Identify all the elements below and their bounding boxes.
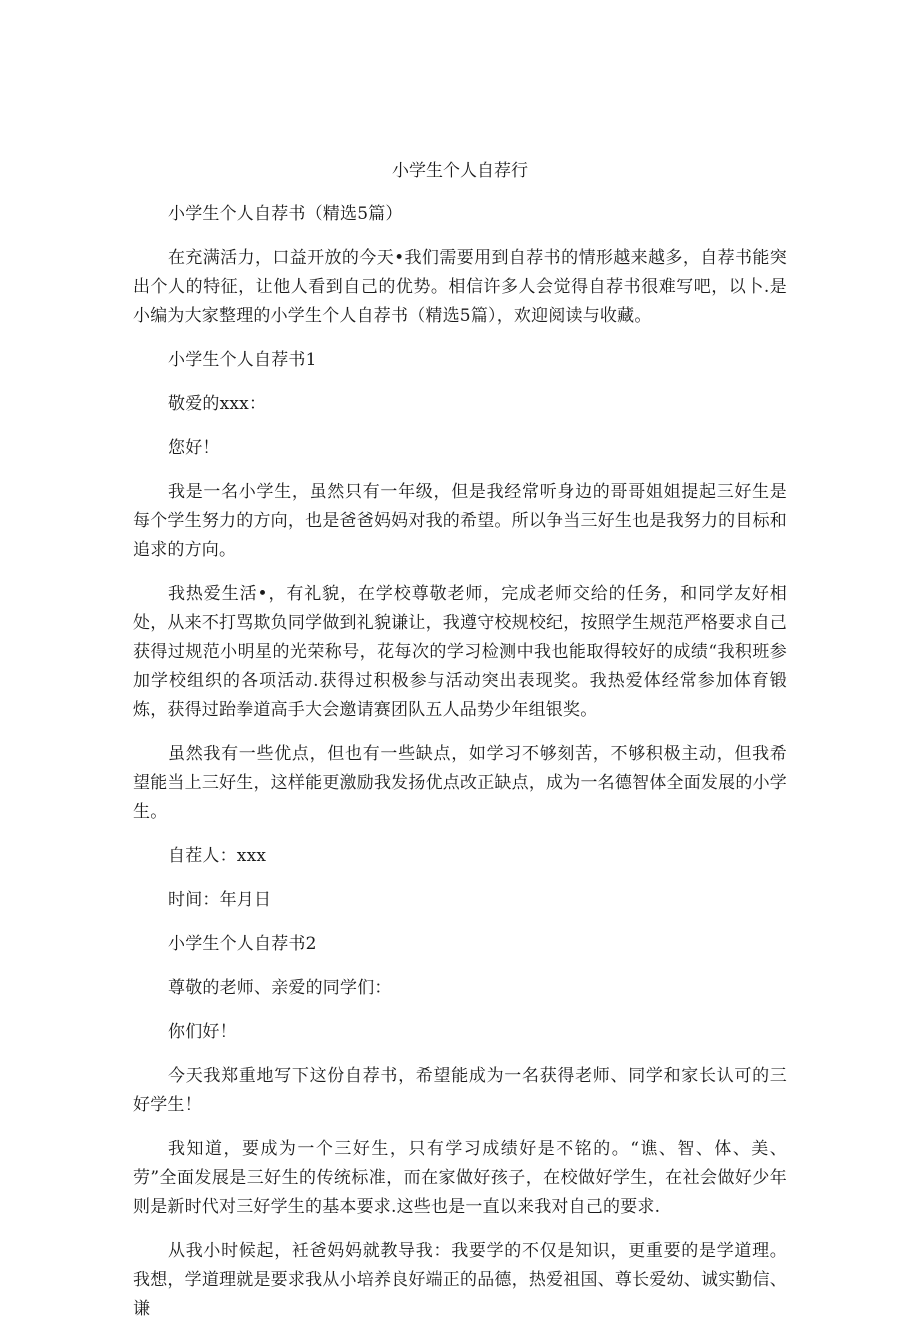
section-heading-1: 小学生个人自荐书1 — [168, 350, 317, 370]
date-line: 时间：年月日 — [168, 890, 272, 910]
paragraph: 我知道，要成为一个三好生，只有学习成绩好是不铭的。“谯、智、体、美、劳”全面发展是三好生的传统标准，而在家做好孩子，在校做好学生，在社会做好少年则是新时代对三好学生的基本要求.这些也是一直以来我对自己的要求. — [133, 1139, 787, 1217]
document-body — [133, 200, 787, 1339]
paragraph-subtitle: 小学生个人自荐书（精选5篇） — [168, 204, 403, 224]
paragraph-intro: 在充满活力，口益开放的今天•我们需要用到自荐书的情形越来越多，自荐书能突出个人的特征，让他人看到自己的优势。相信许多人会觉得自荐书很难写吧，以卜.是小编为大家整理的小学生个人自荐书（精选5篇），欢迎阅读与收藏。 — [133, 248, 787, 326]
section-heading-2: 小学生个人自荐书2 — [168, 934, 317, 954]
paragraph: 我是一名小学生，虽然只有一年级，但是我经常听身边的哥哥姐姐提起三好生是每个学生努力的方向，也是爸爸妈妈对我的希望。所以争当三好生也是我努力的目标和追求的方向。 — [133, 482, 787, 560]
salutation-1: 敬爱的xxx： — [168, 394, 267, 414]
salutation-2: 尊敬的老师、亲爱的同学们： — [168, 978, 392, 998]
document-title: 小学生个人自荐行 — [392, 161, 528, 181]
greeting-1: 您好！ — [168, 438, 220, 458]
greeting-2: 你们好！ — [168, 1022, 237, 1042]
signature-line: 自茬人：xxx — [168, 846, 267, 866]
paragraph: 虽然我有一些优点，但也有一些缺点，如学习不够刻苦，不够积极主动，但我希望能当上三好生，这样能更激励我发扬优点改正缺点，成为一名德智体全面发展的小学生。 — [133, 744, 787, 822]
paragraph: 从我小时候起，衽爸妈妈就教导我：我要学的不仅是知识，更重要的是学道理。我想，学道理就是要求我从小培养良好端正的品德，热爱祖国、尊长爱幼、诚实勤信、谦 — [133, 1241, 787, 1319]
paragraph: 我热爱生活•，有礼貌，在学校尊敬老师，完成老师交给的任务，和同学友好相处，从来不打骂欺负同学做到礼貌谦让，我遵守校规校纪，按照学生规范严格要求自己获得过规范小明星的光荣称号，花每次的学习检测中我也能取得较好的成绩“我积班参加学校组织的各项活动.获得过积极参与活动突出表现奖。我热爱体经常参加体育锻炼，获得过跆拳道高手大会邀请赛团队五人品势少年组银奖。 — [133, 584, 787, 720]
paragraph: 今天我郑重地写下这份自荐书，希望能成为一名获得老师、同学和家长认可的三好学生！ — [133, 1066, 787, 1115]
